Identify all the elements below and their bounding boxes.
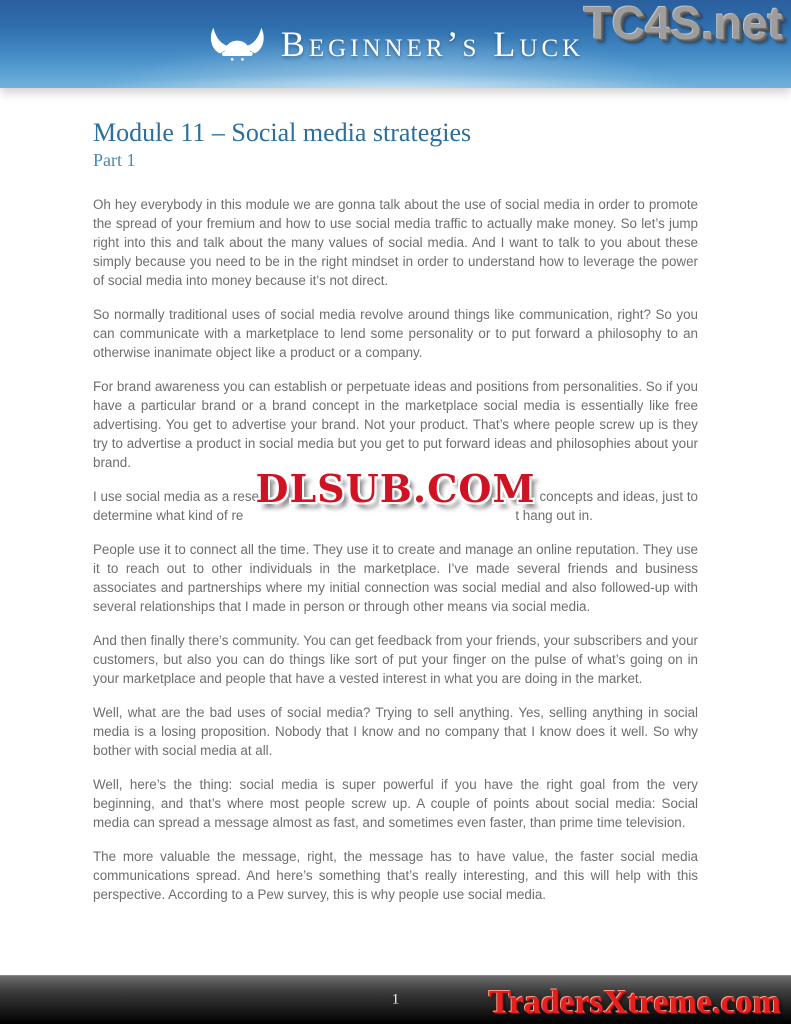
paragraph: Well, what are the bad uses of social media? Trying to sell anything. Yes, selling anything in social media is a losing proposition. Nobody that I know and no company that I know does it well. So why bother with social media at all. [93,705,698,758]
footer-watermark-tradersxtreme: TradersXtreme.com [488,984,781,1021]
footer-bar [0,975,791,1024]
viking-helmet-icon [207,24,267,64]
page-content [0,88,791,904]
corner-watermark-tc4s: TC4S.net [583,0,783,49]
page-title: Module 11 – Social media strategies [93,118,472,147]
obscured-fragment: determine what kind of re [93,508,244,523]
page-number: 1 [391,991,400,1008]
paragraph: So normally traditional uses of social media revolve around things like communication, right? So you can communicate with a marketplace to lend some personality or to put forward a philosophy to an otherwise inanimate object like a product or a company. [93,307,698,360]
obscured-fragment: concepts and ideas, just to [539,489,698,504]
paragraph: And then finally there’s community. You can get feedback from your friends, your subscribers and your customers, but also you can do things like sort of put your finger on the pulse of what’s going on in your marketplace and people that have a vested interest in what you are doing in the market. [93,633,698,686]
obscured-fragment: I use social media as a rese [93,489,259,504]
header-banner [0,0,791,88]
center-watermark-dlsub: DLSUB.COM [255,466,536,511]
obscured-fragment: t hang out in. [515,508,593,523]
paragraph: The more valuable the message, right, the message has to have value, the faster social media communications spread. And here’s something that’s really interesting, and this will help with this perspective. According to a Pew survey, this is why people use social media. [93,849,698,902]
paragraph: Well, here’s the thing: social media is super powerful if you have the right goal from the very beginning, and that’s where most people screw up. A couple of points about social media: Social media can spread a message almost as fast, and sometimes even faster, than prime time television. [93,777,698,830]
brand-logo-text: Beginner’s Luck [280,24,585,64]
paragraph-obscured [93,466,698,525]
page-subtitle: Part 1 [93,150,136,170]
paragraph: Oh hey everybody in this module we are gonna talk about the use of social media in order to promote the spread of your fremium and how to use social media traffic to actually make money. So let’s jump right into this and talk about the many values of social media. And I want to talk to you about these simply because you need to be in the right mindset in order to understand how to leverage the power of social media into money because it’s not direct. [93,197,698,288]
brand-logo [207,23,584,65]
paragraph: For brand awareness you can establish or perpetuate ideas and positions from personalities. So if you have a particular brand or a brand concept in the marketplace social media is essentially like free advertising. You get to advertise your brand. Not your product. That’s where people screw up is they try to advertise a product in social media but you get to put forward ideas and philosophies about your brand. [93,379,698,470]
paragraph: People use it to connect all the time. They use it to create and manage an online reputation. They use it to reach out to other individuals in the marketplace. I’ve made several friends and business associates and partnerships where my initial connection was social medial and also followed-up with several relationships that I made in person or through other means via social media. [93,542,698,614]
